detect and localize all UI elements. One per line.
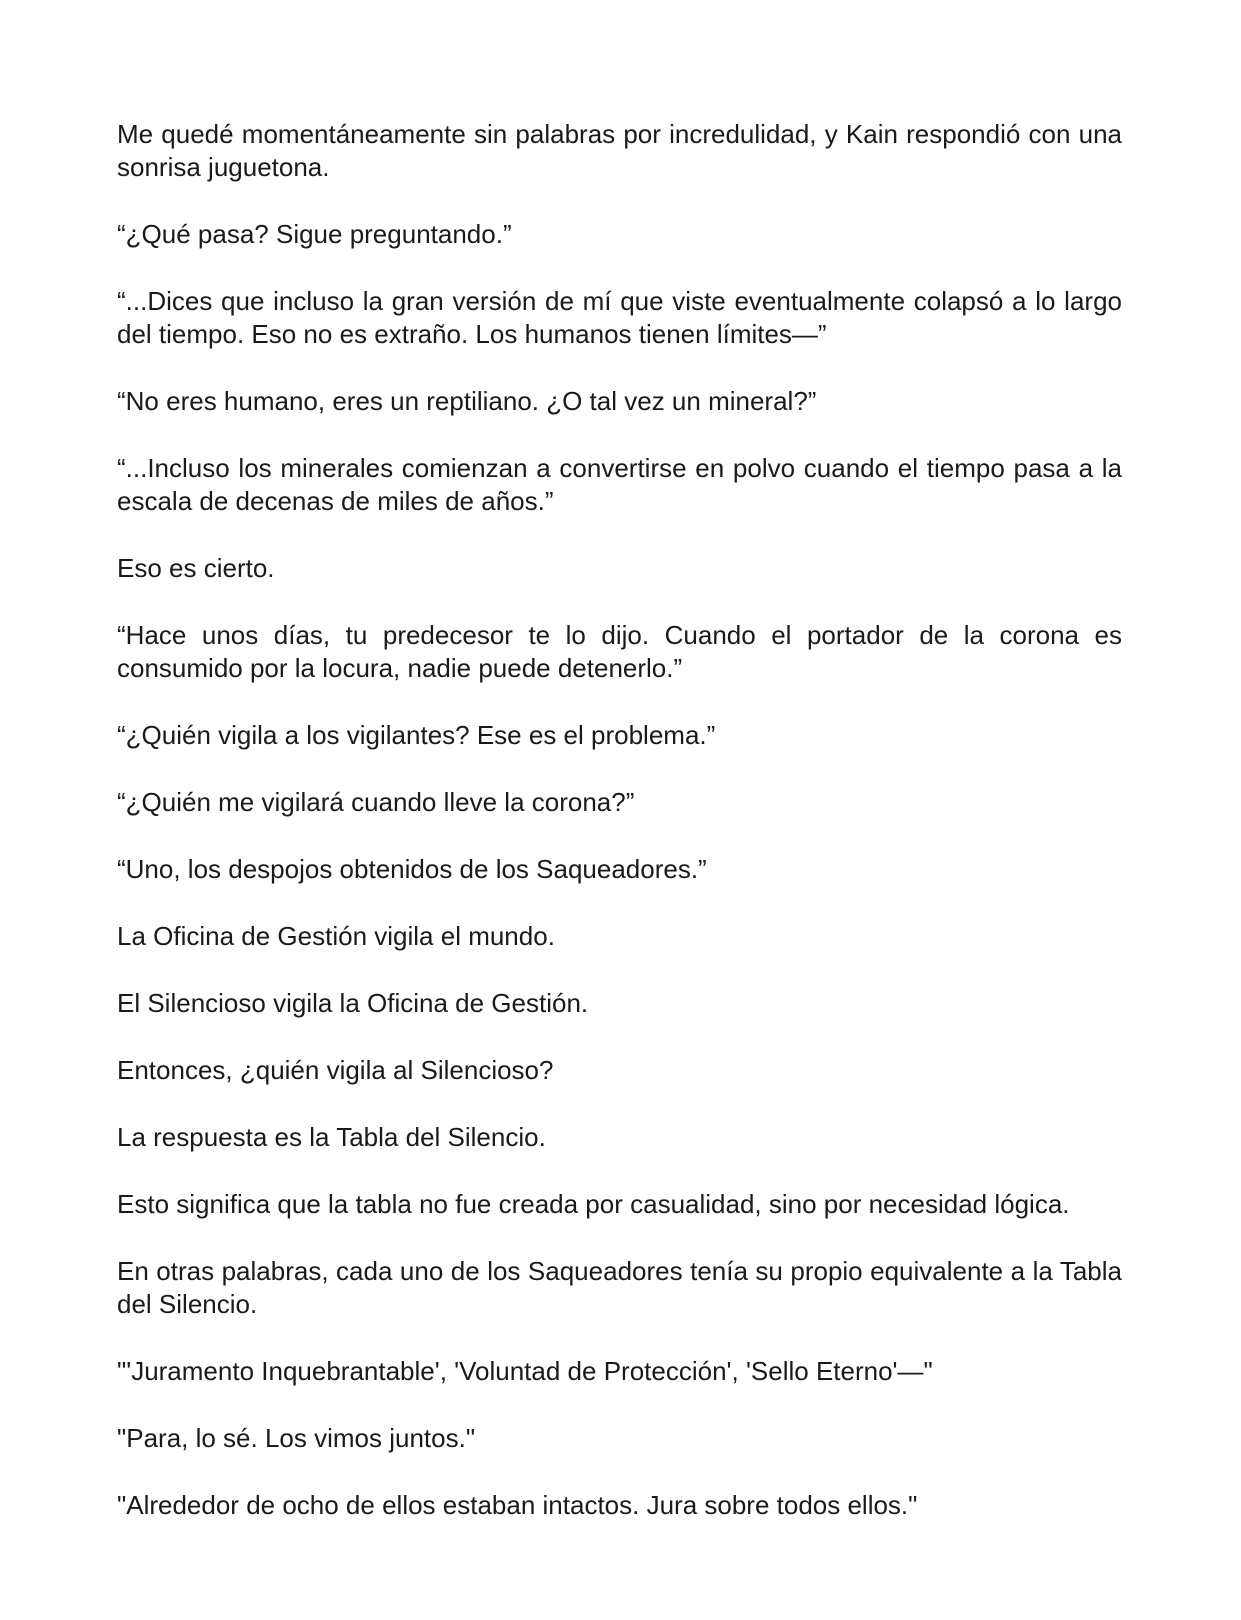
- paragraph: "Para, lo sé. Los vimos juntos.": [117, 1423, 476, 1453]
- paragraph: Esto significa que la tabla no fue creada por casualidad, sino por necesidad lógica.: [117, 1189, 1070, 1219]
- paragraph: "'Juramento Inquebrantable', 'Voluntad de Protección', 'Sello Eterno'—": [117, 1356, 933, 1386]
- paragraph: La Oficina de Gestión vigila el mundo.: [117, 921, 555, 951]
- paragraph: Me quedé momentáneamente sin palabras por incredulidad, y Kain respondió con una sonrisa juguetona.: [117, 119, 1122, 182]
- paragraph: “...Dices que incluso la gran versión de mí que viste eventualmente colapsó a lo largo del tiempo. Eso no es extraño. Los humanos tienen límites—”: [117, 286, 1122, 349]
- paragraph: La respuesta es la Tabla del Silencio.: [117, 1122, 546, 1152]
- paragraph: Entonces, ¿quién vigila al Silencioso?: [117, 1055, 554, 1085]
- paragraph: Eso es cierto.: [117, 553, 275, 583]
- paragraph: "Alrededor de ocho de ellos estaban intactos. Jura sobre todos ellos.": [117, 1490, 918, 1520]
- paragraph: “¿Qué pasa? Sigue preguntando.”: [117, 219, 512, 249]
- paragraph: El Silencioso vigila la Oficina de Gestión.: [117, 988, 589, 1018]
- paragraph: “No eres humano, eres un reptiliano. ¿O tal vez un mineral?”: [117, 386, 817, 416]
- paragraph: “¿Quién me vigilará cuando lleve la corona?”: [117, 787, 635, 817]
- paragraph: “¿Quién vigila a los vigilantes? Ese es el problema.”: [117, 720, 716, 750]
- paragraph: “Uno, los despojos obtenidos de los Saqueadores.”: [117, 854, 707, 884]
- paragraph: “...Incluso los minerales comienzan a convertirse en polvo cuando el tiempo pasa a la escala de decenas de miles de años.”: [117, 453, 1122, 516]
- paragraph: En otras palabras, cada uno de los Saqueadores tenía su propio equivalente a la Tabla del Silencio.: [117, 1256, 1122, 1319]
- document-body: [117, 118, 1122, 1556]
- paragraph: “Hace unos días, tu predecesor te lo dijo. Cuando el portador de la corona es consumido por la locura, nadie puede detenerlo.”: [117, 620, 1122, 683]
